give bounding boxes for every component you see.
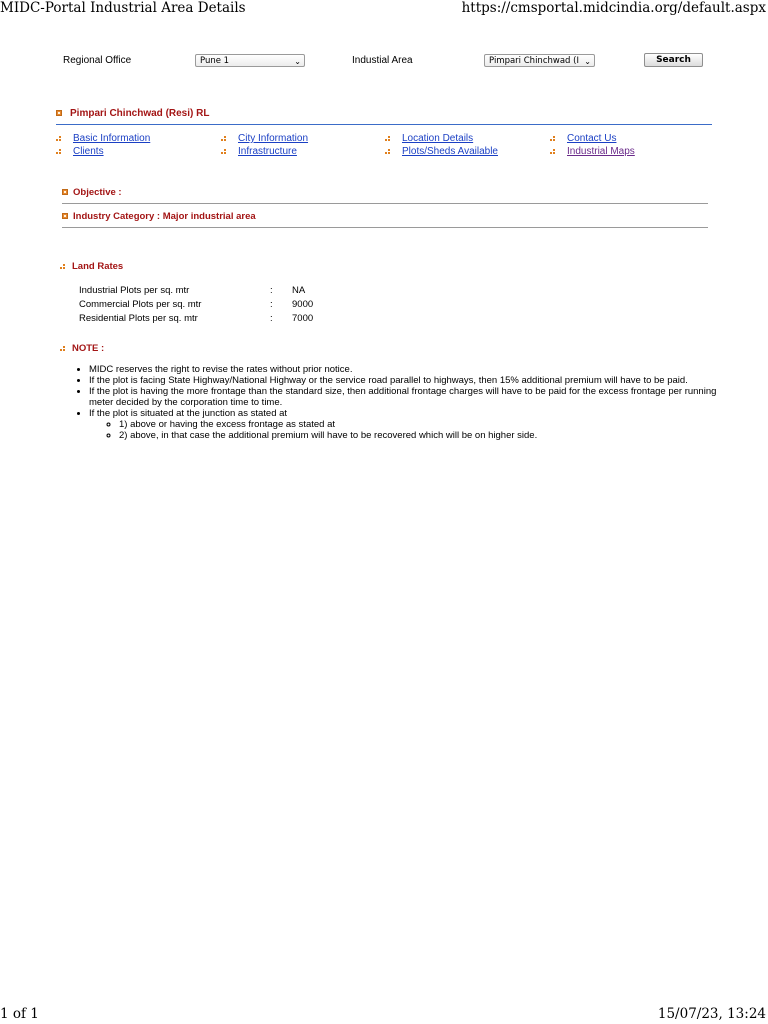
note-sub-list [89, 419, 729, 441]
nav-link-clients[interactable]: Clients [56, 146, 104, 157]
print-header-url: https://cmsportal.midcindia.org/default.aspx [461, 0, 766, 16]
nav-link-location-details[interactable]: Location Details [385, 133, 473, 144]
dots-bullet-icon [385, 136, 391, 142]
land-rates-heading: Land Rates [60, 261, 123, 272]
area-title-text: Pimpari Chinchwad (Resi) RL [70, 108, 210, 119]
search-button[interactable]: Search [644, 53, 703, 67]
print-footer-page: 1 of 1 [0, 1006, 39, 1022]
orange-square-icon [62, 189, 68, 195]
regional-office-label: Regional Office [63, 55, 132, 66]
list-item: • MIDC reserves the right to revise the rates without prior notice. [89, 364, 729, 375]
dots-bullet-icon [56, 149, 62, 155]
list-item: • If the plot is facing State Highway/National Highway or the service road parallel to highways, then 15% additional premium will have to be paid. [89, 375, 729, 386]
rate-row-commercial: Commercial Plots per sq. mtr : 9000 [79, 299, 314, 310]
note-heading: NOTE : [60, 343, 104, 354]
dots-bullet-icon [60, 346, 66, 352]
nav-link-city-information[interactable]: City Information [221, 133, 308, 144]
industrial-area-select[interactable] [484, 54, 595, 67]
list-item: ◦ 2) above, in that case the additional premium will have to be recovered which will be on higher side. [119, 430, 729, 441]
list-item: • If the plot is situated at the junction as stated at ◦ 1) above or having the excess frontage as stated at ◦ 2) above, in that case the additional premium will have to be recovered which will be on higher side. [89, 408, 729, 441]
industrial-area-label: Industial Area [352, 55, 413, 66]
dots-bullet-icon [385, 149, 391, 155]
regional-office-select[interactable] [195, 54, 305, 67]
section-divider [62, 203, 708, 204]
print-header-title: MIDC-Portal Industrial Area Details [0, 0, 246, 16]
dots-bullet-icon [550, 136, 556, 142]
print-footer-datetime: 15/07/23, 13:24 [657, 1006, 766, 1022]
chevron-down-icon: ⌄ [584, 57, 591, 66]
area-title [56, 108, 209, 119]
dots-bullet-icon [60, 264, 66, 270]
section-divider [62, 227, 708, 228]
chevron-down-icon: ⌄ [294, 57, 301, 66]
dots-bullet-icon [56, 136, 62, 142]
dots-bullet-icon [550, 149, 556, 155]
nav-link-infrastructure[interactable]: Infrastructure [221, 146, 297, 157]
regional-office-value: Pune 1 [200, 56, 230, 66]
title-divider [56, 124, 712, 125]
nav-link-plots-sheds-available[interactable]: Plots/Sheds Available [385, 146, 498, 157]
list-item: ◦ 1) above or having the excess frontage as stated at [119, 419, 729, 430]
nav-link-industrial-maps[interactable]: Industrial Maps [550, 146, 635, 157]
dots-bullet-icon [221, 149, 227, 155]
objective-heading: Objective : [62, 187, 122, 198]
orange-square-icon [56, 110, 62, 116]
dots-bullet-icon [221, 136, 227, 142]
nav-link-contact-us[interactable]: Contact Us [550, 133, 616, 144]
industry-category-heading: Industry Category : Major industrial area [62, 211, 256, 222]
industrial-area-value: Pimpari Chinchwad (I [489, 56, 579, 66]
orange-square-icon [62, 213, 68, 219]
list-item: • If the plot is having the more frontage than the standard size, then additional frontage charges will have to be paid for the excess frontage per running meter decided by the corporation time to time. [89, 386, 729, 408]
rate-row-residential: Residential Plots per sq. mtr : 7000 [79, 313, 314, 324]
note-list [72, 364, 729, 441]
nav-link-basic-information[interactable]: Basic Information [56, 133, 150, 144]
rate-row-industrial: Industrial Plots per sq. mtr : NA [79, 285, 306, 296]
